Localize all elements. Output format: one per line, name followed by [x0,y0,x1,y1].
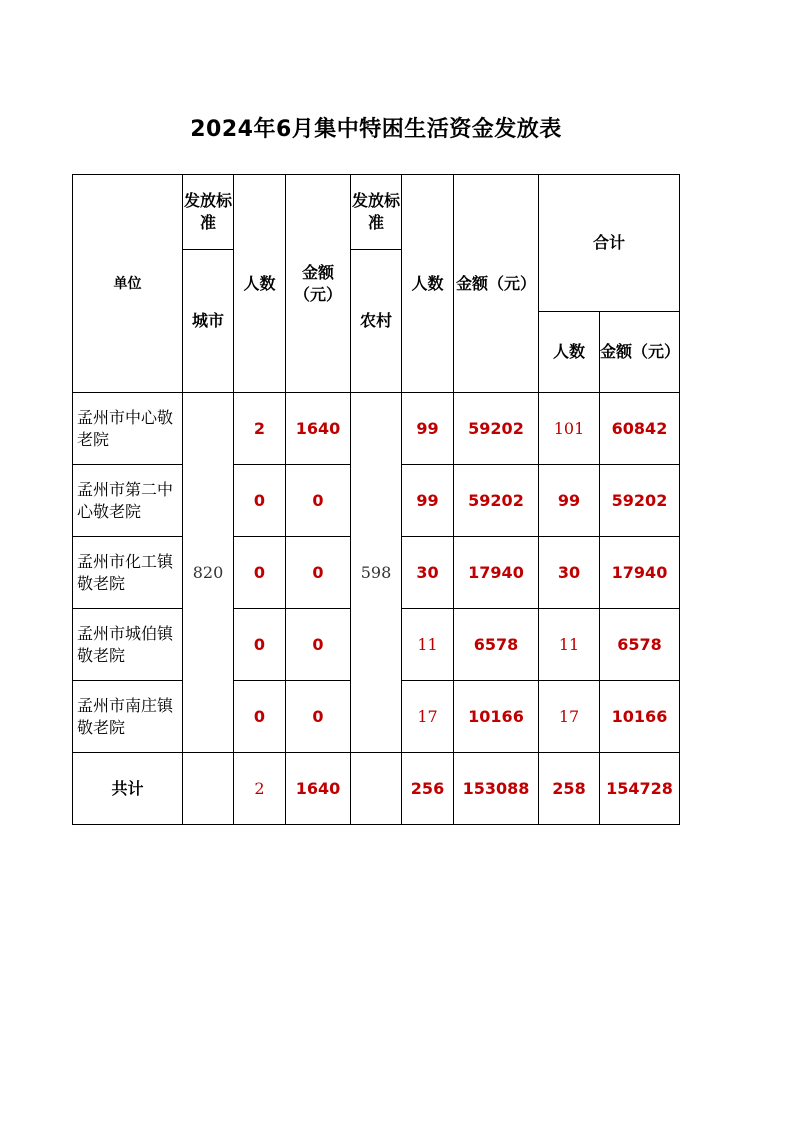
total-amount: 59202 [600,465,680,537]
total-people: 99 [539,465,600,537]
rural-people: 30 [402,537,454,609]
header-rural-people: 人数 [402,175,454,393]
rural-people: 17 [402,681,454,753]
header-rural-amount: 金额（元） [454,175,539,393]
total-amount: 10166 [600,681,680,753]
summary-rural-people: 256 [402,753,454,825]
rural-people: 11 [402,609,454,681]
summary-city-amount: 1640 [286,753,351,825]
unit-name: 孟州市南庄镇敬老院 [73,681,183,753]
city-amount: 0 [286,609,351,681]
header-city: 城市 [183,250,234,393]
summary-empty-rural-standard [351,753,402,825]
standard-city-value: 820 [183,393,234,753]
city-people: 0 [234,609,286,681]
total-people: 11 [539,609,600,681]
total-amount: 6578 [600,609,680,681]
unit-name: 孟州市化工镇敬老院 [73,537,183,609]
funding-table [72,174,680,825]
rural-amount: 10166 [454,681,539,753]
city-people: 0 [234,465,286,537]
header-city-people: 人数 [234,175,286,393]
header-rural: 农村 [351,250,402,393]
summary-total-people: 258 [539,753,600,825]
summary-label: 共计 [73,753,183,825]
city-amount: 0 [286,465,351,537]
total-amount: 60842 [600,393,680,465]
total-people: 17 [539,681,600,753]
city-people: 0 [234,537,286,609]
rural-amount: 59202 [454,465,539,537]
city-people: 0 [234,681,286,753]
rural-people: 99 [402,393,454,465]
unit-name: 孟州市中心敬老院 [73,393,183,465]
summary-row [73,753,680,825]
summary-rural-amount: 153088 [454,753,539,825]
total-people: 30 [539,537,600,609]
summary-total-amount: 154728 [600,753,680,825]
header-standard-city: 发放标准 [183,175,234,250]
unit-name: 孟州市第二中心敬老院 [73,465,183,537]
total-people: 101 [539,393,600,465]
header-total-amount: 金额（元） [600,312,680,393]
rural-people: 99 [402,465,454,537]
summary-empty-city-standard [183,753,234,825]
header-city-amount: 金额（元） [286,175,351,393]
city-amount: 0 [286,537,351,609]
header-total-people: 人数 [539,312,600,393]
city-people: 2 [234,393,286,465]
page-title: 2024年6月集中特困生活资金发放表 [190,117,562,142]
rural-amount: 59202 [454,393,539,465]
header-unit: 单位 [73,175,183,393]
city-amount: 0 [286,681,351,753]
summary-city-people: 2 [234,753,286,825]
header-standard-rural: 发放标准 [351,175,402,250]
city-amount: 1640 [286,393,351,465]
unit-name: 孟州市城伯镇敬老院 [73,609,183,681]
total-amount: 17940 [600,537,680,609]
table-row [73,393,680,465]
rural-amount: 6578 [454,609,539,681]
header-total: 合计 [539,175,680,312]
rural-amount: 17940 [454,537,539,609]
standard-rural-value: 598 [351,393,402,753]
